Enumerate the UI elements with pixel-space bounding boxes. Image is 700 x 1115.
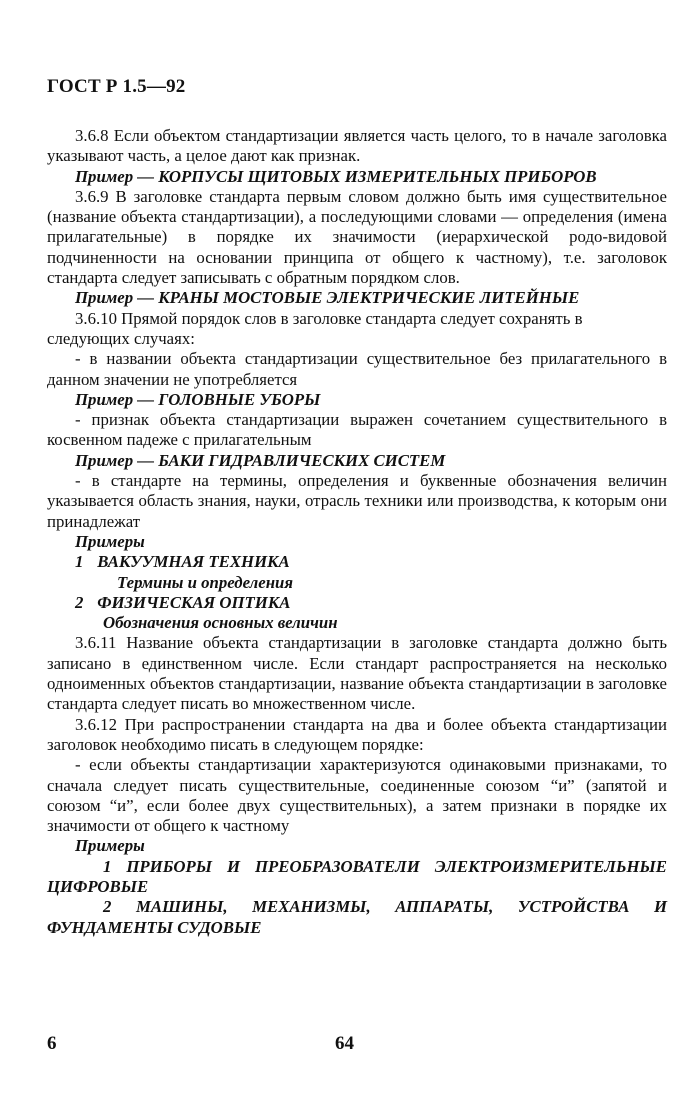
example-3-6-9: Пример — КРАНЫ МОСТОВЫЕ ЭЛЕКТРИЧЕСКИЕ ЛИТЕЙНЫЕ — [75, 288, 580, 308]
case-item-4: - если объекты стандартизации характеризуются одинаковыми признаками, то сначала следует писать существительные, соединенные союзом “и” (запятой и союзом “и”, если более двух существительных), а затем признаки в порядке их значимости от общего к частному — [47, 755, 667, 836]
example-case-1: Пример — ГОЛОВНЫЕ УБОРЫ — [75, 389, 321, 409]
example-number: 1 — [103, 856, 112, 876]
example-item — [47, 857, 667, 898]
example-3-6-8: Пример — КОРПУСЫ ЩИТОВЫХ ИЗМЕРИТЕЛЬНЫХ ПРИБОРОВ — [75, 166, 597, 186]
example-subtitle: Термины и определения — [117, 572, 294, 592]
footer-left-number: 6 — [47, 1033, 57, 1054]
example-item — [47, 552, 667, 572]
example-subtitle: Обозначения основных величин — [103, 613, 338, 633]
example-title: МАШИНЫ, МЕХАНИЗМЫ, АППАРАТЫ, УСТРОЙСТВА И ФУНДАМЕНТЫ СУДОВЫЕ — [47, 897, 668, 937]
clause-3-6-11: 3.6.11 Название объекта стандартизации в заголовке стандарта должно быть записано в единственном числе. Если стандарт распространяется на несколько одноименных объектов стандартизации, название объекта стандартизации в заголовке стандарта следует писать во множественном числе. — [47, 633, 667, 714]
example-title: ПРИБОРЫ И ПРЕОБРАЗОВАТЕЛИ ЭЛЕКТРОИЗМЕРИТЕЛЬНЫЕ ЦИФРОВЫЕ — [47, 856, 667, 896]
example-number: 1 — [75, 552, 84, 572]
clause-3-6-10: 3.6.10 Прямой порядок слов в заголовке стандарта следует сохранять в следующих случаях: — [47, 308, 583, 348]
page-body — [47, 126, 667, 938]
example-number: 2 — [75, 592, 84, 612]
examples-label: Примеры — [75, 531, 145, 551]
example-title: ФИЗИЧЕСКАЯ ОПТИКА — [97, 592, 291, 612]
example-case-2: Пример — БАКИ ГИДРАВЛИЧЕСКИХ СИСТЕМ — [75, 450, 446, 470]
case-item-3: - в стандарте на термины, определения и буквенные обозначения величин указывается область знания, науки, отрасль техники или производства, к которым они принадлежат — [47, 471, 667, 531]
clause-3-6-9: 3.6.9 В заголовке стандарта первым словом должно быть имя существительное (название объекта стандартизации), а последующими словами — определения (имена прилагательные) в порядке их значимости (иерархической родо-видовой подчиненности на основании принципа от общего к частному), т.е. заголовок стандарта следует записывать с обратным порядком слов. — [47, 186, 667, 288]
page-number: 64 — [335, 1033, 354, 1054]
example-number: 2 — [103, 897, 112, 917]
example-item — [47, 897, 667, 938]
clause-3-6-12: 3.6.12 При распространении стандарта на два и более объекта стандартизации заголовок необходимо писать в следующем порядке: — [47, 714, 667, 754]
example-item — [47, 593, 667, 613]
example-title: ВАКУУМНАЯ ТЕХНИКА — [97, 552, 290, 572]
examples-label: Примеры — [75, 836, 145, 856]
case-item-2: - признак объекта стандартизации выражен сочетанием существительного в косвенном падеже с прилагательным — [47, 410, 667, 450]
clause-3-6-8: 3.6.8 Если объектом стандартизации является часть целого, то в начале заголовка указывают часть, а целое дают как признак. — [47, 126, 667, 166]
document-code: ГОСТ Р 1.5—92 — [47, 76, 186, 97]
case-item-1: - в названии объекта стандартизации существительное без прилагательного в данном значении не употребляется — [47, 349, 667, 389]
